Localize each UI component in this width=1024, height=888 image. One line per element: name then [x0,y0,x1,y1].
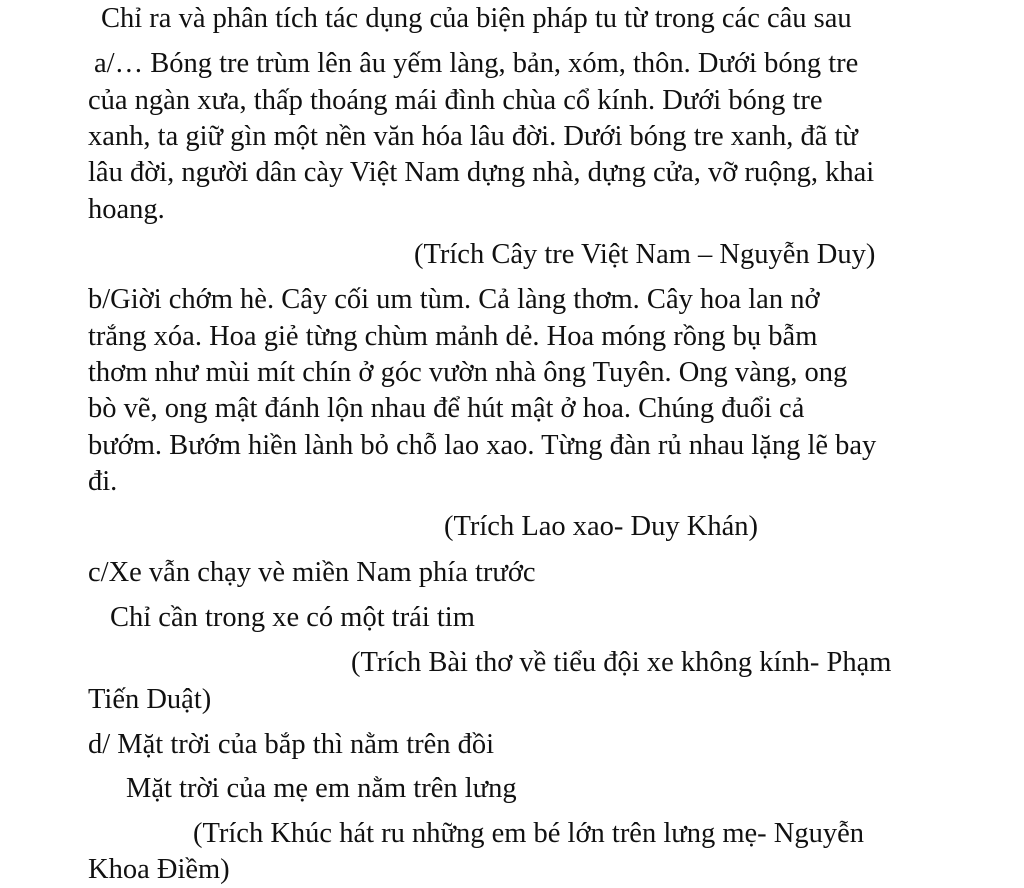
heading: Chỉ ra và phân tích tác dụng của biện pháp tu từ trong các câu sau [101,3,852,34]
excerpt-a-line: hoang. [88,194,165,225]
excerpt-c-line: c/Xe vẫn chạy vè miền Nam phía trước [88,557,536,588]
excerpt-a-source: (Trích Cây tre Việt Nam – Nguyễn Duy) [414,239,876,270]
excerpt-b-line: thơm như mùi mít chín ở góc vườn nhà ông Tuyên. Ong vàng, ong [88,357,848,388]
excerpt-b-line: đi. [88,466,118,497]
excerpt-d-line: Mặt trời của mẹ em nằm trên lưng [126,773,517,804]
excerpt-d-source: Khoa Điềm) [88,854,230,885]
excerpt-c-source: (Trích Bài thơ về tiểu đội xe không kính- Phạm [351,647,892,678]
excerpt-d-line: d/ Mặt trời của bắp thì nằm trên đồi [88,729,495,760]
excerpt-a-line: của ngàn xưa, thấp thoáng mái đình chùa cổ kính. Dưới bóng tre [88,85,823,116]
excerpt-b-line: bò vẽ, ong mật đánh lộn nhau để hút mật ở hoa. Chúng đuổi cả [88,393,805,424]
excerpt-a-line: lâu đời, người dân cày Việt Nam dựng nhà, dựng cửa, vỡ ruộng, khai [88,157,875,188]
excerpt-c-source: Tiến Duật) [88,684,212,715]
excerpt-a-line: a/… Bóng tre trùm lên âu yếm làng, bản, xóm, thôn. Dưới bóng tre [94,48,859,79]
excerpt-b-line: b/Giời chớm hè. Cây cối um tùm. Cả làng thơm. Cây hoa lan nở [88,284,820,315]
excerpt-b-line: bướm. Bướm hiền lành bỏ chỗ lao xao. Từng đàn rủ nhau lặng lẽ bay [88,430,877,461]
excerpt-b-source: (Trích Lao xao- Duy Khán) [444,511,758,542]
excerpt-c-line: Chỉ cần trong xe có một trái tim [110,602,475,633]
excerpt-a-line: xanh, ta giữ gìn một nền văn hóa lâu đời. Dưới bóng tre xanh, đã từ [88,121,858,152]
excerpt-b-line: trắng xóa. Hoa giẻ từng chùm mảnh dẻ. Hoa móng rồng bụ bẫm [88,321,818,352]
excerpt-d-source: (Trích Khúc hát ru những em bé lớn trên lưng mẹ- Nguyễn [193,818,864,849]
